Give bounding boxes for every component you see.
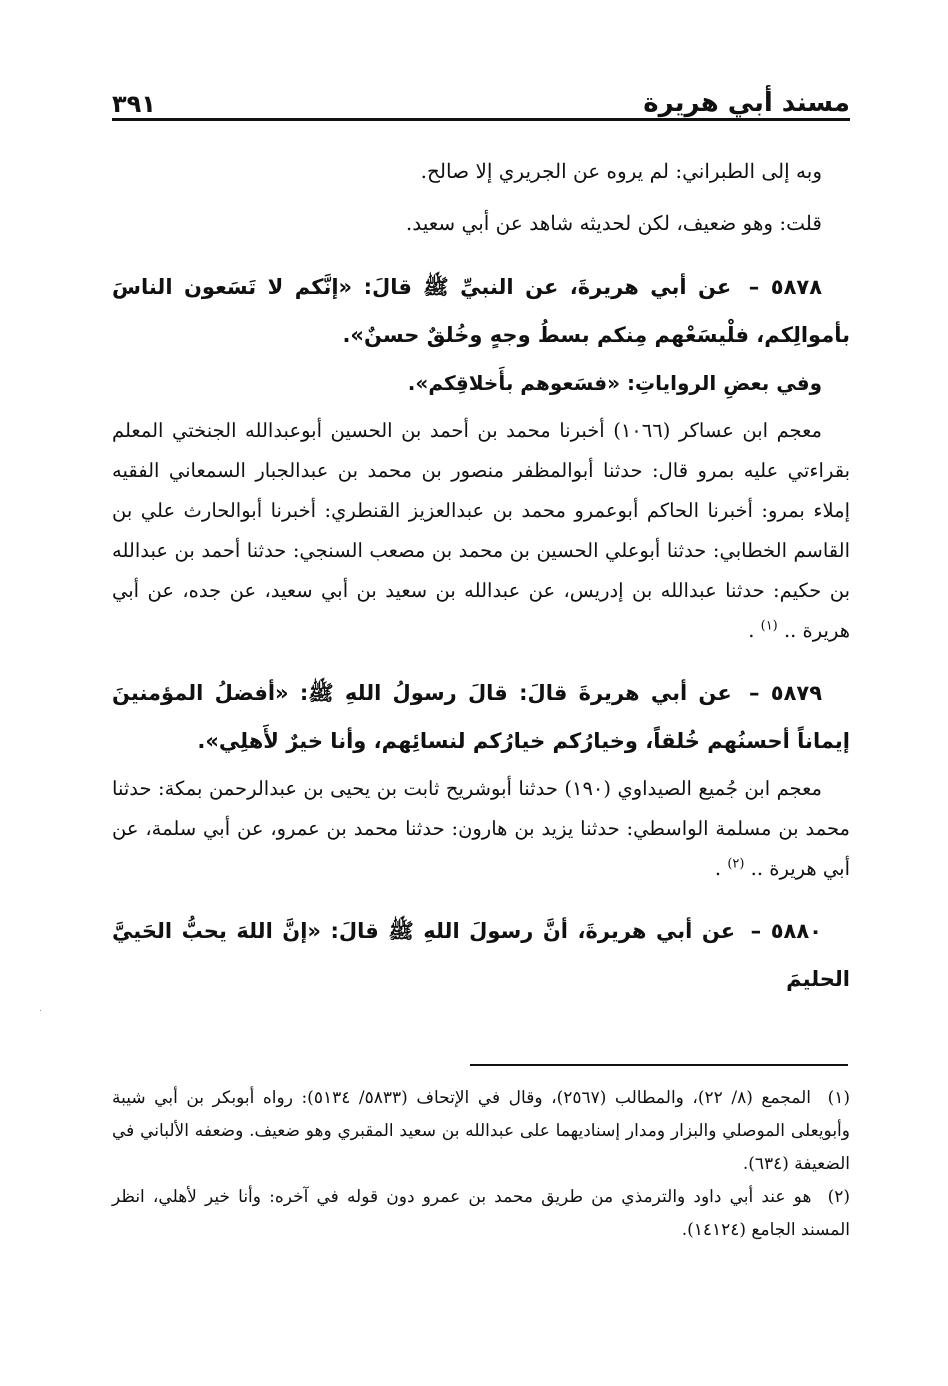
hadith-text: عن أبي هريرةَ، عن النبيِّ ﷺ قالَ: «إنَّكم لا تَسَعون الناسَ بأموالِكم، فلْيسَعْهم مِنكم بسطُ وجهٍ وخُلقٌ حسنٌ». (112, 275, 850, 347)
note-line-1: وبه إلى الطبراني: لم يروه عن الجريري إلا صالح. (420, 159, 822, 183)
book-title: مسند أبي هريرة (643, 88, 850, 118)
footnote-number: (٢) (827, 1187, 850, 1207)
hadith-number: ٥٨٧٨ – (748, 275, 823, 299)
hadith-5878 (112, 263, 850, 359)
hadith-variant: وفي بعضِ الرواياتِ: «فسَعوهم بأَخلاقِكم». (407, 371, 822, 395)
footnotes (112, 1082, 850, 1247)
hadith-5880 (112, 907, 850, 1003)
hadith-number: ٥٨٨٠ – (750, 919, 822, 943)
page-number: ٣٩١ (112, 90, 156, 118)
hadith-text: عن أبي هريرةَ قالَ: قالَ رسولُ اللهِ ﷺ: «أفضلُ المؤمنينَ إيماناً أحسنُهم خُلقاً، وخيارُكم خيارُكم لنسائِهم، وأنا خيرٌ لأَهلِي». (112, 681, 850, 753)
footnote-1 (112, 1082, 850, 1181)
footnote-divider (470, 1064, 848, 1066)
period: . (748, 619, 755, 642)
isnad-text: معجم ابن جُميع الصيداوي (١٩٠) حدثنا أبوشريح ثابت بن يحيى بن عبدالرحمن بمكة: حدثنا محمد بن مسلمة الواسطي: حدثنا يزيد بن هارون: حدثنا محمد بن عمرو، عن أبي سلمة، عن أبي هريرة .. (112, 777, 850, 880)
period: . (714, 857, 722, 880)
isnad-text: معجم ابن عساكر (١٠٦٦) أخبرنا محمد بن أحمد بن الحسين أبوعبدالله الجنختي المعلم بقراءتي عليه بمرو قال: حدثنا أبوالمظفر منصور بن محمد بن عبدالجبار السمعاني الفقيه إملاء بمرو: أخبرنا الحاكم أبوعمرو محمد بن عبدالعزيز القنطري: أخبرنا أبوالحارث علي بن القاسم الخطابي: حدثنا أبوعلي الحسين بن محمد بن مصعب السنجي: حدثنا أحمد بن عبدالله بن حكيم: حدثنا عبدالله بن إدريس، عن عبدالله بن سعيد بن أبي سعيد، عن جده، عن أبي هريرة .. (112, 419, 850, 642)
footnote-ref-2[interactable]: (٢) (727, 856, 745, 872)
main-text (112, 149, 850, 1003)
scan-speck (40, 1010, 41, 1011)
footnote-text: هو عند أبي داود والترمذي من طريق محمد بن عمرو دون قوله في آخره: وأنا خير لأهلي، انظر المسند الجامع (١٤١٢٤). (112, 1187, 850, 1240)
hadith-5878-isnad (112, 411, 850, 651)
footnote-ref-1[interactable]: (١) (760, 618, 778, 634)
hadith-text: عن أبي هريرةَ، أنَّ رسولَ اللهِ ﷺ قالَ: «إنَّ اللهَ يحبُّ الحَييَّ الحليمَ (112, 919, 850, 991)
book-page (112, 80, 850, 1003)
note-line-2: قلت: وهو ضعيف، لكن لحديثه شاهد عن أبي سعيد. (405, 211, 822, 235)
hadith-5879 (112, 669, 850, 765)
footnote-number: (١) (827, 1088, 850, 1108)
footnote-text: المجمع (٨/ ٢٢)، والمطالب (٢٥٦٧)، وقال في الإتحاف (٥٨٣٣/ ٥١٣٤): رواه أبوبكر بن أبي شيبة وأبويعلى الموصلي والبزار ومدار إسناديهما على عبدالله بن سعيد المقبري وهو ضعيف. وضعفه الألباني في الضعيفة (٦٣٤). (112, 1088, 850, 1174)
footnote-2 (112, 1181, 850, 1247)
running-header (112, 80, 850, 121)
hadith-number: ٥٨٧٩ – (748, 681, 823, 705)
hadith-5879-isnad (112, 769, 850, 889)
